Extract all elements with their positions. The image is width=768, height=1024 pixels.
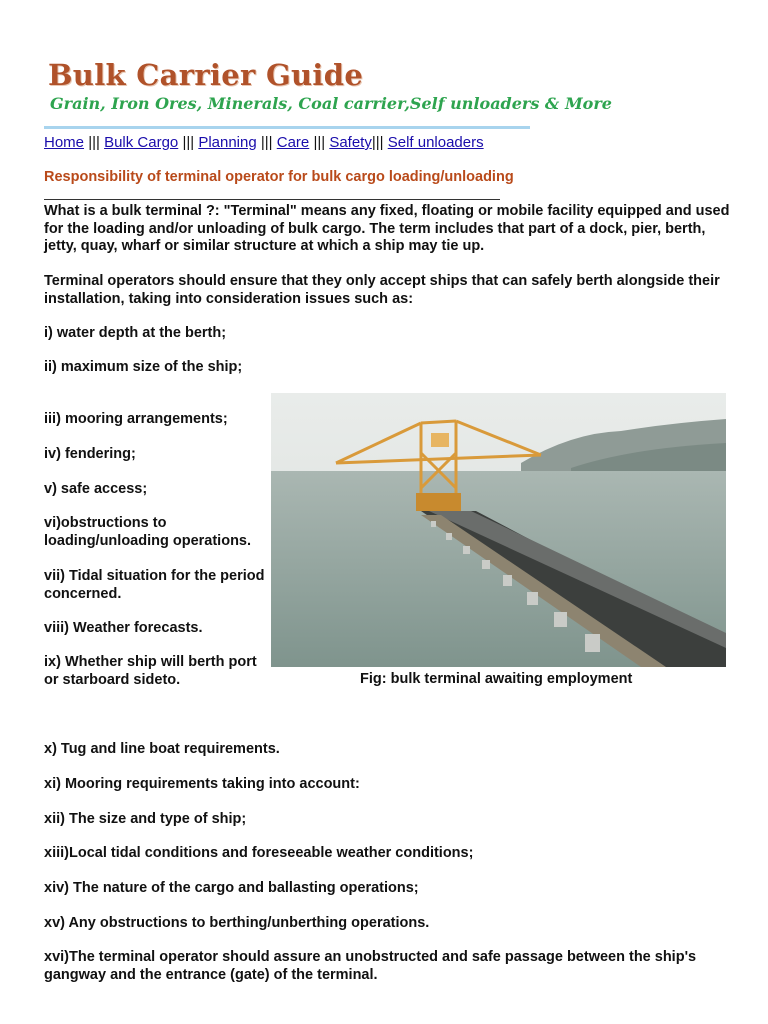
list-item: iv) fendering;	[44, 446, 136, 462]
list-item: ii) maximum size of the ship;	[44, 359, 243, 375]
nav-link-self-unloaders[interactable]: Self unloaders	[387, 134, 484, 151]
nav-separator: |||	[260, 134, 273, 151]
list-item: i) water depth at the berth;	[44, 325, 227, 341]
list-item: vii) Tidal situation for the period concerned.	[44, 568, 265, 602]
list-item: xi) Mooring requirements taking into account:	[44, 776, 360, 792]
list-item: iii) mooring arrangements;	[44, 411, 228, 427]
nav-link-home[interactable]: Home	[44, 134, 85, 151]
definition-paragraph: What is a bulk terminal ?: "Terminal" means any fixed, floating or mobile facility equipped and used for the loading and/or unloading of bulk cargo. The term includes that part of a dock, pier, berth, jetty, quay, wharf or similar structure at which a ship may tie up.	[44, 203, 730, 254]
nav-separator: |||	[88, 134, 100, 151]
logo-subtitle: Grain, Iron Ores, Minerals, Coal carrier,Self unloaders & More	[50, 94, 612, 113]
figure-caption: Fig: bulk terminal awaiting employment	[360, 671, 633, 687]
site-logo[interactable]	[44, 56, 612, 122]
bulk-terminal-photo	[271, 393, 726, 667]
list-item: xiii)Local tidal conditions and foreseeable weather conditions;	[44, 845, 474, 861]
nav-link-care[interactable]: Care	[276, 134, 310, 151]
list-item: xiv) The nature of the cargo and ballasting operations;	[44, 880, 419, 896]
nav-link-planning[interactable]: Planning	[198, 134, 257, 151]
list-item: xvi)The terminal operator should assure an unobstructed and safe passage between the ship's gangway and the entrance (gate) of the terminal.	[44, 949, 697, 983]
header-divider	[44, 126, 530, 129]
heading-underline	[44, 199, 500, 200]
logo-title: Bulk Carrier Guide	[48, 58, 364, 92]
list-item: xii) The size and type of ship;	[44, 811, 247, 827]
nav-link-safety[interactable]: Safety	[329, 134, 372, 151]
intro-paragraph: Terminal operators should ensure that they only accept ships that can safely berth alongside their installation, taking into consideration issues such as:	[44, 273, 720, 307]
top-navigation	[44, 134, 484, 151]
nav-link-bulk-cargo[interactable]: Bulk Cargo	[104, 134, 179, 151]
list-item: ix) Whether ship will berth port or starboard sideto.	[44, 654, 257, 688]
list-item: x) Tug and line boat requirements.	[44, 741, 280, 757]
nav-separator: |||	[313, 134, 326, 151]
page-heading: Responsibility of terminal operator for bulk cargo loading/unloading	[44, 169, 514, 185]
nav-separator: |||	[182, 134, 195, 151]
list-item: vi)obstructions to loading/unloading operations.	[44, 515, 252, 549]
list-item: viii) Weather forecasts.	[44, 620, 203, 636]
list-item: v) safe access;	[44, 481, 148, 497]
list-item: xv) Any obstructions to berthing/unberthing operations.	[44, 915, 430, 931]
nav-separator: |||	[371, 134, 384, 151]
